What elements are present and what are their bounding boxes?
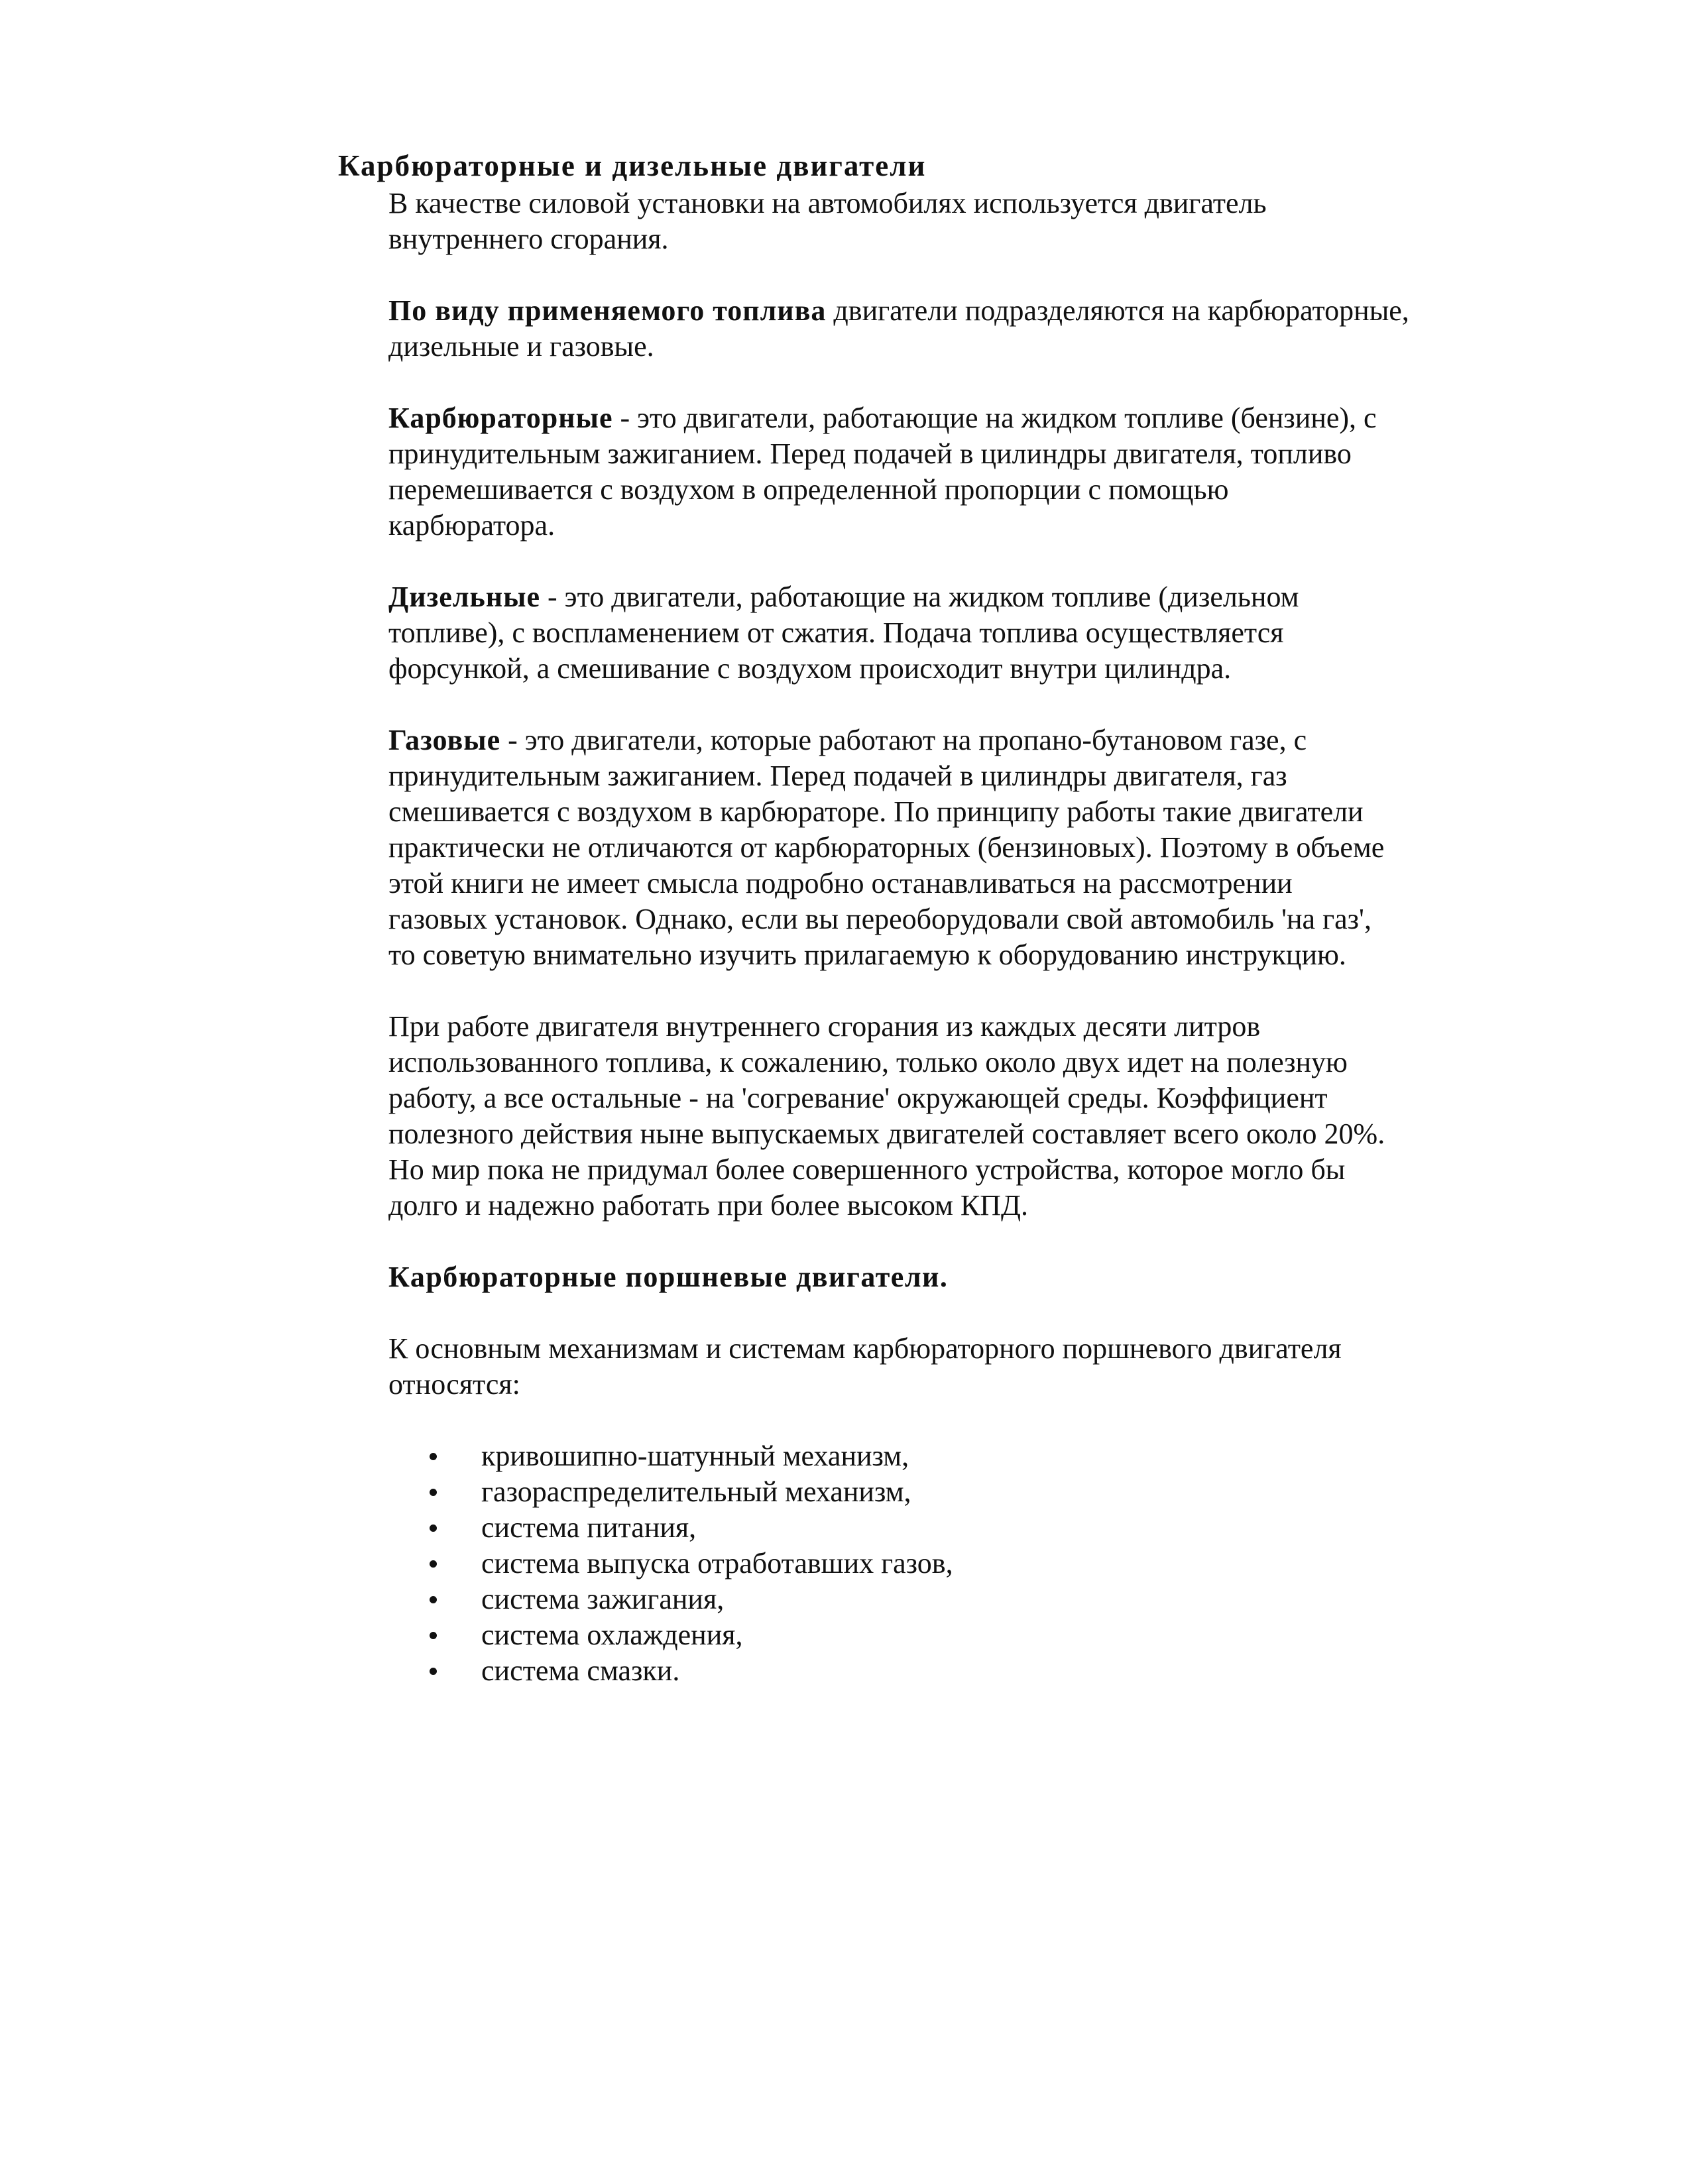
- list-item: [388, 1438, 1476, 1474]
- list-item: [388, 1510, 1476, 1546]
- mechanisms-list: [388, 1438, 1476, 1689]
- text-line: [388, 400, 1476, 436]
- list-item-text: кривошипно-шатунный механизм,: [481, 1440, 909, 1472]
- list-item: [388, 1474, 1476, 1510]
- fuel-type-text: двигатели подразделяются на карбюраторные,: [826, 294, 1409, 327]
- text-line: использованного топлива, к сожалению, только около двух идет на полезную: [388, 1046, 1348, 1078]
- list-item-text: система зажигания,: [481, 1583, 725, 1615]
- diesel-text: - это двигатели, работающие на жидком топливе (дизельном: [540, 581, 1299, 613]
- text-line: Но мир пока не придумал более совершенного устройства, которое могло бы: [388, 1153, 1346, 1186]
- fuel-type-paragraph: [388, 293, 1476, 365]
- bullet-icon: [430, 1489, 437, 1496]
- text-line: долго и надежно работать при более высоком КПД.: [388, 1189, 1029, 1222]
- bullet-icon: [430, 1524, 437, 1532]
- text-line: форсункой, а смешивание с воздухом происходит внутри цилиндра.: [388, 652, 1232, 685]
- text-line: При работе двигателя внутреннего сгорания из каждых десяти литров: [388, 1010, 1261, 1043]
- text-line: этой книги не имеет смысла подробно останавливаться на рассмотрении: [388, 867, 1293, 899]
- diesel-paragraph: [388, 579, 1476, 687]
- mechanisms-paragraph: [388, 1331, 1476, 1403]
- text-line: полезного действия ныне выпускаемых двигателей составляет всего около 20%.: [388, 1118, 1385, 1150]
- section-subheading: Карбюраторные поршневые двигатели.: [388, 1261, 949, 1293]
- list-item-text: система охлаждения,: [481, 1619, 743, 1651]
- text-line: В качестве силовой установки на автомобилях используется двигатель: [388, 187, 1267, 219]
- text-line: перемешивается с воздухом в определенной пропорции с помощью: [388, 473, 1229, 506]
- bullet-icon: [430, 1453, 437, 1460]
- text-line: [388, 722, 1476, 758]
- gas-text: - это двигатели, которые работают на пропано-бутановом газе, с: [500, 724, 1307, 756]
- intro-paragraph: [388, 186, 1476, 257]
- text-line: принудительным зажиганием. Перед подачей в цилиндры двигателя, газ: [388, 760, 1287, 792]
- document-body: [388, 186, 1476, 1689]
- text-line: газовых установок. Однако, если вы переоборудовали свой автомобиль 'на газ',: [388, 903, 1371, 935]
- text-line: практически не отличаются от карбюраторных (бензиновых). Поэтому в объеме: [388, 831, 1385, 864]
- text-line: [388, 293, 1476, 329]
- efficiency-paragraph: [388, 1009, 1476, 1224]
- text-line: дизельные и газовые.: [388, 330, 654, 363]
- bullet-icon: [430, 1596, 437, 1603]
- list-item-text: система смазки.: [481, 1654, 680, 1687]
- list-item: [388, 1617, 1476, 1653]
- bullet-icon: [430, 1668, 437, 1675]
- text-line: принудительным зажиганием. Перед подачей в цилиндры двигателя, топливо: [388, 437, 1352, 470]
- text-line: смешивается с воздухом в карбюраторе. По принципу работы такие двигатели: [388, 795, 1364, 828]
- diesel-term: Дизельные: [388, 581, 541, 613]
- list-item-text: система выпуска отработавших газов,: [481, 1547, 953, 1580]
- text-line: топливе), с воспламенением от сжатия. Подача топлива осуществляется: [388, 616, 1284, 649]
- gas-paragraph: [388, 722, 1476, 973]
- fuel-type-term: По виду применяемого топлива: [388, 294, 827, 327]
- bullet-icon: [430, 1560, 437, 1568]
- list-item: [388, 1581, 1476, 1617]
- text-line: [388, 579, 1476, 615]
- carburetor-paragraph: [388, 400, 1476, 544]
- text-line: К основным механизмам и системам карбюраторного поршневого двигателя: [388, 1332, 1342, 1365]
- gas-term: Газовые: [388, 724, 501, 756]
- text-line: внутреннего сгорания.: [388, 223, 669, 255]
- bullet-icon: [430, 1632, 437, 1639]
- text-line: то советую внимательно изучить прилагаемую к оборудованию инструкцию.: [388, 939, 1346, 971]
- list-item-text: система питания,: [481, 1511, 697, 1544]
- text-line: карбюратора.: [388, 509, 555, 542]
- list-item-text: газораспределительный механизм,: [481, 1475, 911, 1508]
- text-line: относятся:: [388, 1368, 520, 1401]
- list-item: [388, 1546, 1476, 1581]
- carburetor-text: - это двигатели, работающие на жидком топливе (бензине), с: [612, 402, 1377, 434]
- list-item: [388, 1653, 1476, 1689]
- text-line: работу, а все остальные - на 'согревание' окружающей среды. Коэффициент: [388, 1082, 1328, 1114]
- page-title: Карбюраторные и дизельные двигатели: [338, 149, 927, 182]
- carburetor-term: Карбюраторные: [388, 402, 613, 434]
